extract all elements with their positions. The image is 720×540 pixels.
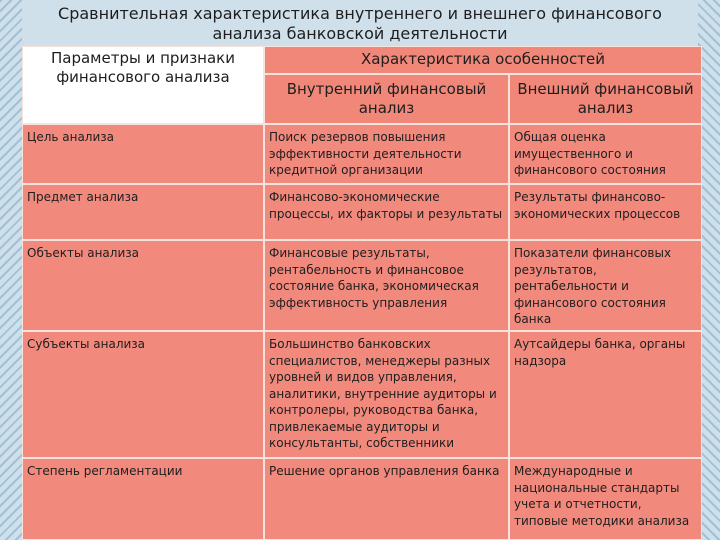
row-5-param: Степень регламентации [22, 458, 264, 540]
header-params-label: Параметры и признаки финансового анализа [51, 49, 235, 86]
row-1-external: Общая оценка имущественного и финансового состояния [509, 124, 702, 184]
row-2-external: Результаты финансово-экономических процессов [509, 184, 702, 240]
header-features-cell [264, 46, 702, 74]
header-external-label: Внешний финансовый анализ [517, 80, 694, 117]
row-1-param: Цель анализа [22, 124, 264, 184]
row-3-external: Показатели финансовых результатов, рентабельности и финансового состояния банка [509, 240, 702, 331]
row-4-internal: Большинство банковских специалистов, менеджеры разных уровней и видов управления, аналитики, внутренние аудиторы и контролеры, руководства банка, привлекаемые аудиторы и консультанты, собственники [264, 331, 509, 458]
row-3-internal: Финансовые результаты, рентабельность и финансовое состояние банка, экономическая эффективность управления [264, 240, 509, 331]
comparison-table [22, 46, 702, 540]
title-line-1: Сравнительная характеристика внутреннего и внешнего финансового [58, 4, 662, 23]
row-4-external: Аутсайдеры банка, органы надзора [509, 331, 702, 458]
title-line-2: анализа банковской деятельности [212, 24, 508, 43]
header-external-cell [509, 74, 702, 124]
decorative-pattern-left [0, 0, 22, 540]
row-2-internal: Финансово-экономические процессы, их факторы и результаты [264, 184, 509, 240]
row-1-internal: Поиск резервов повышения эффективности деятельности кредитной организации [264, 124, 509, 184]
row-4-param: Субъекты анализа [22, 331, 264, 458]
row-5-external: Международные и национальные стандарты учета и отчетности, типовые методики анализа [509, 458, 702, 540]
row-5-internal: Решение органов управления банка [264, 458, 509, 540]
page-title [0, 4, 720, 44]
header-features-label: Характеристика особенностей [360, 50, 606, 68]
row-2-param: Предмет анализа [22, 184, 264, 240]
header-internal-label: Внутренний финансовый анализ [286, 80, 487, 117]
header-params-cell [22, 46, 264, 124]
row-3-param: Объекты анализа [22, 240, 264, 331]
header-internal-cell [264, 74, 509, 124]
